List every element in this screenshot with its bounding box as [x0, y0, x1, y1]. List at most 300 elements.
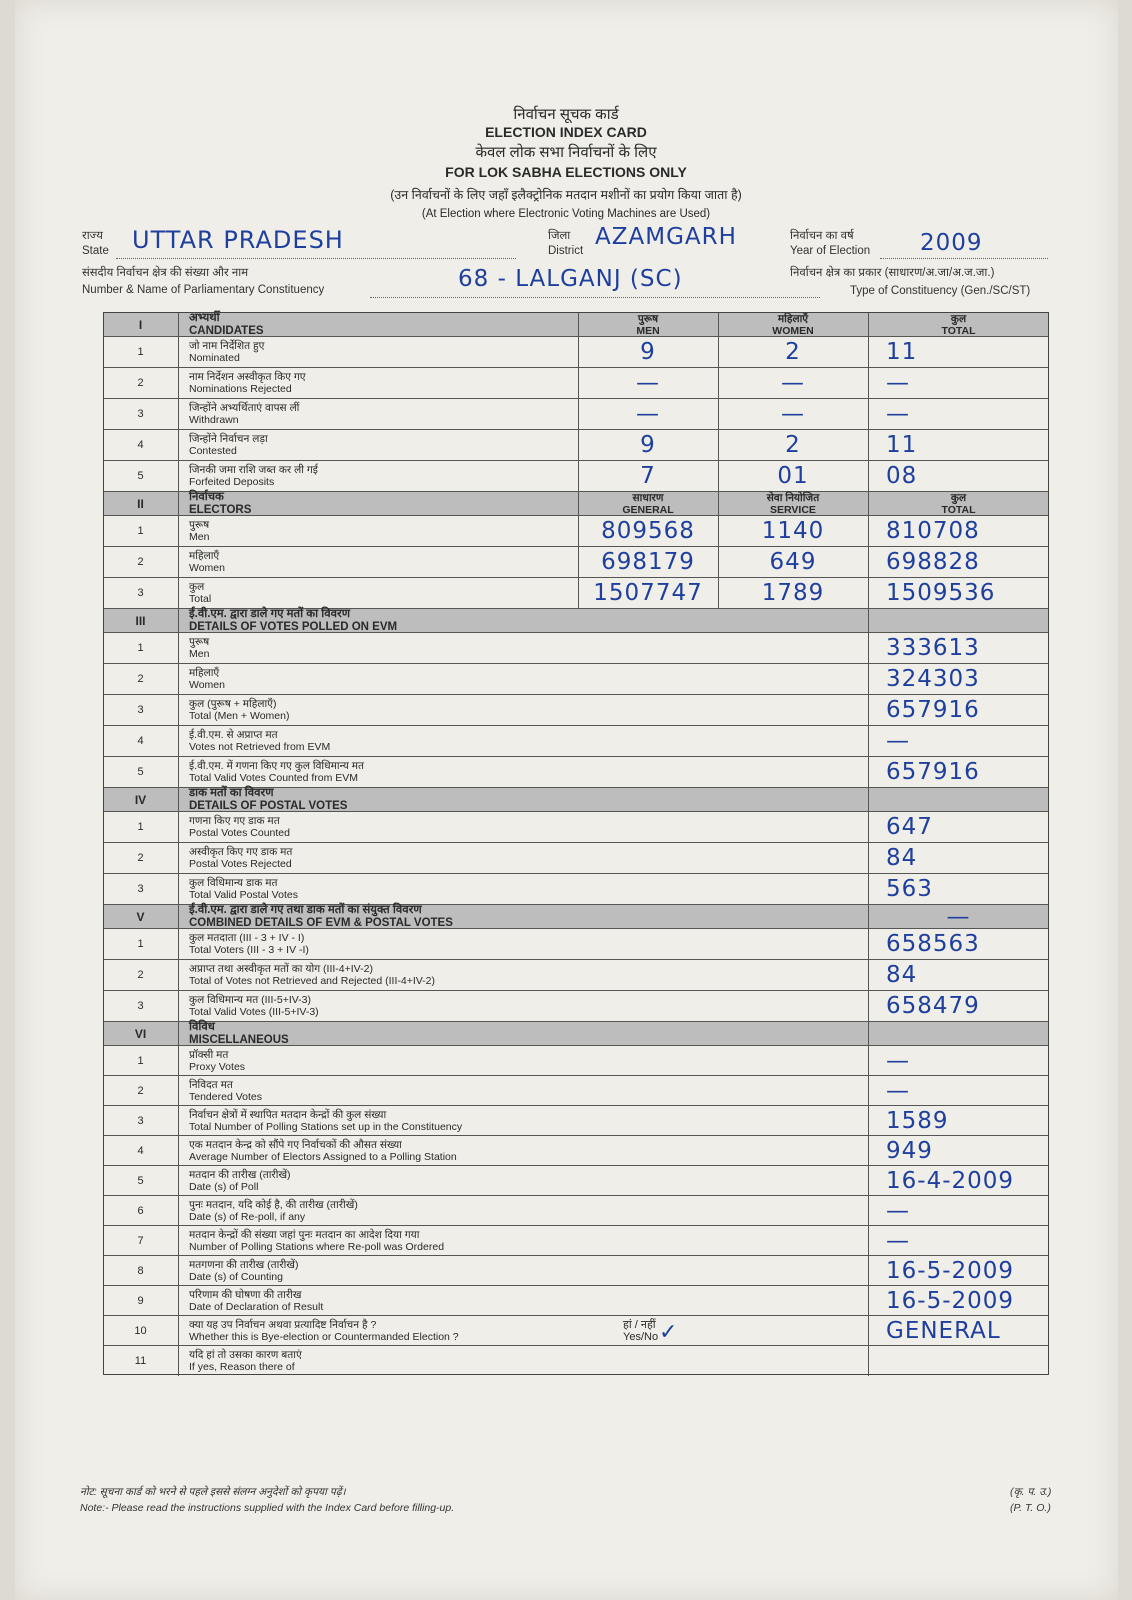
- column-divider: [868, 726, 869, 757]
- table-row: [103, 811, 1049, 842]
- row-label-hindi: परिणाम की घोषणा की तारीख: [189, 1288, 302, 1301]
- section-title-english: CANDIDATES: [189, 324, 264, 337]
- row-label-hindi: यदि हां तो उसका कारण बताएं: [189, 1348, 302, 1361]
- row-label: [189, 1229, 444, 1253]
- row-number: 2: [137, 377, 144, 389]
- column-divider: [868, 874, 869, 905]
- cell-value: 649: [769, 549, 817, 575]
- row-label: [189, 1079, 262, 1103]
- row-label-english: Total (Men + Women): [189, 710, 290, 722]
- row-label-hindi: निर्वाचन क्षेत्रों में स्थापित मतदान केन्द्रों की कुल संख्या: [189, 1108, 387, 1121]
- column-divider: [178, 960, 179, 991]
- column-divider: [718, 313, 719, 337]
- row-label-english: Tendered Votes: [189, 1090, 262, 1103]
- cell-value: 658563: [886, 931, 980, 957]
- section-title-hindi: निर्वाचक: [189, 490, 224, 503]
- row-label-english: Whether this is Bye-election or Countermanded Election ?: [189, 1330, 459, 1343]
- cell-value: 16-5-2009: [886, 1287, 1015, 1314]
- row-label: [189, 1049, 245, 1073]
- row-number: 2: [137, 673, 144, 685]
- row-label-english: Total Valid Postal Votes: [189, 889, 298, 901]
- column-divider: [578, 399, 579, 430]
- row-label-hindi: अप्राप्त तथा अस्वीकृत मतों का योग (III-4+IV-2): [189, 963, 373, 975]
- row-label: [189, 433, 268, 457]
- section-title: [189, 787, 347, 813]
- column-divider: [178, 812, 179, 843]
- column-divider: [578, 516, 579, 547]
- table-row: [103, 460, 1049, 491]
- row-label: [189, 729, 330, 753]
- cell-value: 84: [886, 962, 918, 988]
- cell-value: GENERAL: [886, 1317, 1001, 1344]
- note-english: (At Election where Electronic Voting Machines are Used): [421, 208, 711, 220]
- section-value: —: [946, 903, 971, 930]
- column-divider: [868, 609, 869, 633]
- year-dotted-line: [880, 258, 1048, 259]
- table-row: [103, 990, 1049, 1021]
- row-label-english: Votes not Retrieved from EVM: [189, 741, 331, 753]
- row-label-hindi: पुनः मतदान, यदि कोई है, की तारीख (तारीखें): [189, 1198, 358, 1211]
- column-header-hindi: महिलाएँ: [777, 312, 809, 325]
- cell-value: —: [781, 370, 805, 396]
- state-value: UTTAR PRADESH: [132, 226, 344, 254]
- cell-value: 2: [785, 339, 801, 365]
- row-label-english: Women: [189, 562, 225, 574]
- table-row: [103, 1315, 1049, 1345]
- column-divider: [868, 905, 869, 929]
- row-label-english: Postal Votes Rejected: [189, 858, 292, 870]
- section-header-2: [103, 491, 1049, 515]
- row-label-english: If yes, Reason there of: [189, 1360, 295, 1373]
- table-row: [103, 1345, 1049, 1375]
- section-number: III: [135, 613, 146, 628]
- cell-value: 9: [640, 432, 656, 458]
- column-divider: [178, 492, 179, 516]
- column-divider: [178, 1076, 179, 1106]
- column-divider: [178, 874, 179, 905]
- cell-value: 657916: [886, 697, 980, 723]
- column-divider: [868, 812, 869, 843]
- row-label: [189, 667, 225, 691]
- table-row: [103, 756, 1049, 787]
- state-label-hindi: राज्य: [82, 230, 103, 242]
- row-number: 2: [137, 556, 144, 568]
- district-label: District: [548, 245, 584, 257]
- year-value: 2009: [920, 230, 983, 256]
- note-hindi: (उन निर्वाचनों के लिए जहाँ इलैक्ट्रोनिक मतदान मशीनों का प्रयोग किया जाता है): [390, 188, 742, 202]
- table-row: [103, 577, 1049, 608]
- cell-value: —: [886, 1047, 910, 1074]
- table-row: [103, 1255, 1049, 1285]
- row-label-english: Total of Votes not Retrieved and Rejected (III-4+IV-2): [189, 975, 436, 987]
- column-divider: [868, 461, 869, 492]
- row-label-hindi: जो नाम निर्देशित हुए: [189, 340, 265, 352]
- cell-value: 647: [886, 814, 933, 840]
- cell-value: 9: [640, 339, 656, 365]
- state-label: State: [82, 245, 109, 257]
- table-row: [103, 1075, 1049, 1105]
- column-divider: [178, 1226, 179, 1256]
- row-number: 5: [137, 1174, 144, 1187]
- row-number: 4: [137, 735, 144, 747]
- row-label-hindi: मतदान केन्द्रों की संख्या जहां पुनः मतदान का आदेश दिया गया: [189, 1228, 420, 1241]
- row-label-hindi: महिलाएँ: [189, 667, 220, 679]
- column-divider: [178, 578, 179, 609]
- column-header-hindi: सेवा नियोजित: [766, 491, 820, 504]
- column-divider: [178, 1106, 179, 1136]
- cell-value: —: [886, 1077, 910, 1104]
- column-divider: [178, 609, 179, 633]
- row-label: [189, 1259, 298, 1283]
- table-row: [103, 515, 1049, 546]
- row-label: [189, 994, 319, 1018]
- section-header-5: [103, 904, 1049, 928]
- row-label: [189, 1199, 358, 1223]
- row-label-english: Number of Polling Stations where Re-poll was Ordered: [189, 1240, 445, 1253]
- column-divider: [178, 757, 179, 788]
- row-number: 3: [137, 883, 144, 895]
- column-divider: [178, 1346, 179, 1376]
- district-label-hindi: जिला: [548, 230, 571, 242]
- column-divider: [868, 1022, 869, 1046]
- title-hindi: निर्वाचन सूचक कार्ड: [513, 106, 619, 123]
- cell-value: —: [886, 1227, 910, 1254]
- section-title: [189, 904, 453, 930]
- section-title-hindi: ई.वी.एम. द्वारा डाले गए मतों का विवरण: [189, 607, 351, 620]
- cell-value: 01: [777, 463, 809, 489]
- table-row: [103, 928, 1049, 959]
- column-divider: [868, 1226, 869, 1256]
- pc-value: 68 - LALGANJ (SC): [458, 266, 683, 292]
- pc-label-hindi: संसदीय निर्वाचन क्षेत्र की संख्या और नाम: [82, 267, 249, 279]
- year-label: Year of Election: [790, 245, 871, 257]
- row-label-english: Total: [189, 593, 212, 605]
- table-row: [103, 1135, 1049, 1165]
- row-label-hindi: गणना किए गए डाक मत: [189, 815, 280, 827]
- table-row: [103, 873, 1049, 904]
- row-label: [189, 1169, 291, 1193]
- section-number: VI: [134, 1026, 147, 1041]
- cell-value: 08: [886, 463, 918, 489]
- row-label-hindi: ई.वी.एम. से अप्राप्त मत: [189, 729, 278, 741]
- row-label-hindi: अस्वीकृत किए गए डाक मत: [189, 846, 293, 858]
- row-label-hindi: पुरूष: [189, 636, 210, 648]
- column-header: [868, 313, 1049, 337]
- row-number: 7: [137, 1234, 144, 1247]
- table-row: [103, 546, 1049, 577]
- column-divider: [868, 664, 869, 695]
- section-number: II: [137, 496, 144, 511]
- row-label: [189, 371, 306, 395]
- cell-value: 7: [640, 463, 656, 489]
- row-label: [189, 698, 289, 722]
- cell-value: 1507747: [593, 580, 703, 606]
- section-title: [189, 608, 397, 634]
- cell-value: 1140: [761, 518, 825, 544]
- column-divider: [868, 337, 869, 368]
- column-header-english: GENERAL: [622, 503, 674, 516]
- column-divider: [178, 430, 179, 461]
- column-divider: [578, 578, 579, 609]
- row-label-hindi: कुल मतदाता (III - 3 + IV - I): [189, 932, 305, 944]
- section-number: I: [138, 317, 143, 332]
- cell-value: 1789: [761, 580, 825, 606]
- column-divider: [868, 492, 869, 516]
- row-label: [189, 464, 318, 488]
- column-header-english: MEN: [636, 324, 660, 337]
- column-divider: [178, 1286, 179, 1316]
- column-divider: [868, 1316, 869, 1346]
- column-divider: [178, 905, 179, 929]
- row-label-english: Women: [189, 679, 225, 691]
- column-divider: [178, 726, 179, 757]
- column-divider: [868, 516, 869, 547]
- column-divider: [718, 337, 719, 368]
- pc-dotted-line: [370, 297, 820, 298]
- row-number: 4: [137, 439, 144, 451]
- section-title: [189, 491, 251, 517]
- column-divider: [178, 461, 179, 492]
- row-label-english: Nominated: [189, 352, 240, 364]
- table-row: [103, 1165, 1049, 1195]
- row-label: [189, 815, 290, 839]
- pto: (P. T. O.): [1010, 1502, 1051, 1514]
- row-label-english: Date of Declaration of Result: [189, 1300, 324, 1313]
- column-divider: [868, 578, 869, 609]
- section-title-english: DETAILS OF VOTES POLLED ON EVM: [189, 620, 398, 633]
- column-divider: [578, 337, 579, 368]
- row-number: 9: [137, 1294, 144, 1307]
- column-divider: [178, 664, 179, 695]
- column-divider: [178, 399, 179, 430]
- row-label-hindi: एक मतदान केन्द्र को सौंपे गए निर्वाचकों की औसत संख्या: [189, 1138, 402, 1151]
- column-header-hindi: पुरूष: [637, 312, 659, 325]
- district-value: AZAMGARH: [595, 224, 737, 250]
- subtitle-hindi: केवल लोक सभा निर्वाचनों के लिए: [475, 144, 657, 161]
- column-divider: [868, 960, 869, 991]
- row-label-hindi: मतदान की तारीख (तारीखें): [189, 1168, 291, 1181]
- cell-value: —: [781, 401, 805, 427]
- row-label: [189, 402, 299, 426]
- column-divider: [178, 1046, 179, 1076]
- section-header-6: [103, 1021, 1049, 1045]
- row-label-english: Withdrawn: [189, 414, 239, 426]
- row-label-english: Total Valid Votes Counted from EVM: [189, 772, 359, 784]
- cell-value: 658479: [886, 993, 980, 1019]
- column-header: [718, 492, 868, 516]
- column-header-english: TOTAL: [941, 503, 976, 516]
- table-row: [103, 959, 1049, 990]
- cell-value: 809568: [601, 518, 695, 544]
- row-number: 2: [137, 852, 144, 864]
- table-row: [103, 632, 1049, 663]
- row-number: 5: [137, 766, 144, 778]
- row-label-hindi: प्रॉक्सी मत: [189, 1048, 229, 1061]
- cell-value: 11: [886, 339, 918, 365]
- row-label: [189, 760, 364, 784]
- column-header: [718, 313, 868, 337]
- table-row: [103, 1195, 1049, 1225]
- column-divider: [178, 368, 179, 399]
- section-header-4: [103, 787, 1049, 811]
- column-divider: [178, 547, 179, 578]
- column-divider: [178, 695, 179, 726]
- type-label: Type of Constituency (Gen./SC/ST): [850, 285, 1031, 297]
- row-label-english: Total Voters (III - 3 + IV -I): [189, 944, 309, 956]
- cell-value: 810708: [886, 518, 980, 544]
- row-number: 3: [137, 1000, 144, 1012]
- row-label-english: Postal Votes Counted: [189, 827, 290, 839]
- column-divider: [178, 991, 179, 1022]
- column-divider: [178, 1022, 179, 1046]
- pto-hindi: (कृ. प. उ.): [1010, 1486, 1052, 1498]
- row-label-english: Men: [189, 648, 210, 660]
- row-number: 5: [137, 470, 144, 482]
- column-divider: [178, 337, 179, 368]
- yes-no-hindi: हां / नहीं: [623, 1318, 656, 1331]
- table-row: [103, 398, 1049, 429]
- reason-dotted-line: [303, 1374, 823, 1375]
- cell-value: —: [886, 728, 910, 754]
- row-number: 10: [134, 1324, 147, 1337]
- section-header-3: [103, 608, 1049, 632]
- column-divider: [868, 1256, 869, 1286]
- column-divider: [868, 1106, 869, 1136]
- column-header: [578, 313, 718, 337]
- column-divider: [578, 430, 579, 461]
- row-label: [189, 340, 264, 364]
- row-label: [189, 1319, 459, 1343]
- column-divider: [718, 547, 719, 578]
- column-divider: [178, 313, 179, 337]
- row-label-english: Forfeited Deposits: [189, 476, 275, 488]
- column-divider: [718, 492, 719, 516]
- table-row: [103, 367, 1049, 398]
- row-label-english: Proxy Votes: [189, 1060, 246, 1073]
- column-divider: [868, 788, 869, 812]
- row-label: [189, 846, 292, 870]
- cell-value: 333613: [886, 635, 980, 661]
- row-label: [189, 1349, 302, 1373]
- section-title-english: COMBINED DETAILS OF EVM & POSTAL VOTES: [189, 916, 453, 929]
- year-label-hindi: निर्वाचन का वर्ष: [790, 230, 854, 242]
- type-label-hindi: निर्वाचन क्षेत्र का प्रकार (साधारण/अ.जा/अ.ज.जा.): [790, 267, 995, 279]
- cell-value: 84: [886, 845, 918, 871]
- section-title-english: DETAILS OF POSTAL VOTES: [189, 799, 348, 812]
- row-label: [189, 1139, 457, 1163]
- footer-note: Note:- Please read the instructions supplied with the Index Card before filling-up.: [80, 1502, 455, 1514]
- section-title: [189, 1021, 289, 1047]
- column-divider: [868, 695, 869, 726]
- column-divider: [868, 368, 869, 399]
- column-divider: [868, 313, 869, 337]
- row-number: 3: [137, 1114, 144, 1127]
- column-divider: [578, 547, 579, 578]
- row-number: 6: [137, 1204, 144, 1217]
- section-title-hindi: अभ्यर्थी: [189, 311, 220, 324]
- column-divider: [868, 1076, 869, 1106]
- column-divider: [578, 368, 579, 399]
- row-label: [189, 877, 298, 901]
- row-label-english: Total Number of Polling Stations set up in the Constituency: [189, 1120, 463, 1133]
- row-number: 1: [137, 1054, 144, 1067]
- table-row: [103, 429, 1049, 460]
- column-divider: [178, 516, 179, 547]
- row-number: 2: [137, 969, 144, 981]
- section-title: [189, 312, 264, 338]
- table-row: [103, 1225, 1049, 1255]
- row-label: [189, 932, 309, 956]
- yes-no-label: [623, 1319, 658, 1343]
- cell-value: —: [636, 401, 660, 427]
- column-divider: [718, 399, 719, 430]
- row-label: [189, 1289, 323, 1313]
- row-label-english: Date (s) of Poll: [189, 1180, 259, 1193]
- row-label-english: Nominations Rejected: [189, 383, 292, 395]
- column-divider: [868, 547, 869, 578]
- column-divider: [178, 1316, 179, 1346]
- row-label-hindi: कुल: [189, 581, 205, 593]
- row-label: [189, 636, 209, 660]
- row-number: 1: [137, 821, 144, 833]
- column-header-hindi: कुल: [950, 491, 967, 504]
- column-divider: [868, 1286, 869, 1316]
- column-divider: [718, 368, 719, 399]
- pc-label: Number & Name of Parliamentary Constituency: [82, 284, 325, 296]
- row-label: [189, 581, 211, 605]
- cell-value: 324303: [886, 666, 980, 692]
- column-divider: [178, 1256, 179, 1286]
- cell-value: 11: [886, 432, 918, 458]
- column-divider: [868, 757, 869, 788]
- cell-value: 563: [886, 876, 933, 902]
- cell-value: —: [886, 1197, 910, 1224]
- cell-value: 16-5-2009: [886, 1257, 1015, 1284]
- cell-value: 698179: [601, 549, 695, 575]
- cell-value: —: [636, 370, 660, 396]
- column-divider: [868, 1196, 869, 1226]
- row-number: 4: [137, 1144, 144, 1157]
- column-divider: [718, 516, 719, 547]
- table-row: [103, 663, 1049, 694]
- column-divider: [868, 1046, 869, 1076]
- table-row: [103, 336, 1049, 367]
- row-label: [189, 550, 225, 574]
- table-row: [103, 1105, 1049, 1135]
- column-divider: [868, 1346, 869, 1376]
- row-label-hindi: नाम निर्देशन अस्वीकृत किए गए: [189, 371, 306, 383]
- row-label-hindi: कुल विधिमान्य मत (III-5+IV-3): [189, 994, 312, 1006]
- column-divider: [178, 1136, 179, 1166]
- table-row: [103, 1285, 1049, 1315]
- section-title-english: ELECTORS: [189, 503, 252, 516]
- cell-value: 16-4-2009: [886, 1167, 1015, 1194]
- row-label: [189, 963, 435, 987]
- column-divider: [868, 929, 869, 960]
- row-label-hindi: कुल (पुरूष + महिलाएँ): [189, 698, 277, 710]
- column-divider: [178, 929, 179, 960]
- cell-value: 2: [785, 432, 801, 458]
- table-row: [103, 1045, 1049, 1075]
- row-label-hindi: क्या यह उप निर्वाचन अथवा प्रत्यादिष्ट निर्वाचन है ?: [189, 1318, 377, 1331]
- column-header-english: WOMEN: [772, 324, 814, 337]
- column-divider: [178, 633, 179, 664]
- column-header-hindi: साधारण: [632, 491, 664, 504]
- column-divider: [868, 1136, 869, 1166]
- column-divider: [718, 461, 719, 492]
- column-divider: [718, 578, 719, 609]
- section-title-hindi: डाक मतों का विवरण: [189, 786, 274, 799]
